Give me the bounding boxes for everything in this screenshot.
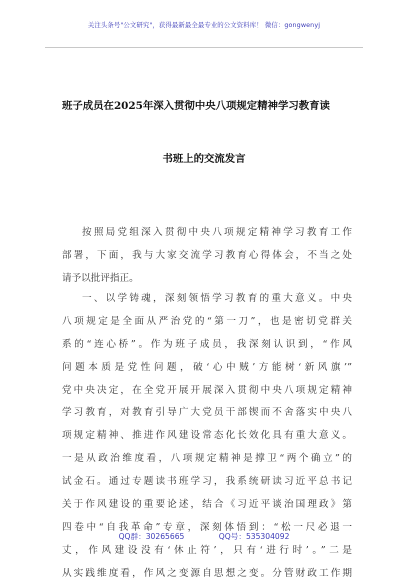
paragraph-line: 部署，下面，我与大家交流学习教育心得体会，不当之处 <box>62 249 352 261</box>
paragraph-line: 系的“连心桥”。作为班子成员，我深刻认识到，“作风 <box>62 338 352 350</box>
footer-contact <box>0 531 408 542</box>
header-divider <box>45 47 363 48</box>
paragraph-line: 试金石。通过专题读书班学习，我系统研读习近平总书记 <box>62 476 352 488</box>
paragraph-line: 按照局党组深入贯彻中央八项规定精神学习教育工作 <box>82 227 352 238</box>
paragraph-line: 请予以批评指正。 <box>62 272 139 284</box>
paragraph-line: 关于作风建设的重要论述，结合《习近平谈治国理政》第 <box>62 499 352 511</box>
paragraph-line: 从实践维度看，作风之变源自思想之变。分管财政工作期 <box>62 567 352 579</box>
paragraph-line: 党中央决定，在全党开展开展深入贯彻中央八项规定精神 <box>62 384 352 396</box>
header-banner: 关注头条号"公文研究"，获得最新最全最专业的公文资料库！ 微信：gongwenyj <box>87 21 321 29</box>
paragraph-line: 一是从政治维度看，八项规定精神是撑卫“两个确立”的 <box>62 453 352 465</box>
footer-qq-group: QQ群：30265665 <box>118 532 185 541</box>
document-title-line-2: 书班上的交流发言 <box>162 153 246 165</box>
document-title-line-1: 班子成员在2025年深入贯彻中央八项规定精神学习教育读 <box>62 100 330 112</box>
paragraph-line: 项规定精神、推进作风建设常态化长效化具有重大意义。 <box>62 430 352 442</box>
paragraph-intro <box>62 222 352 291</box>
paragraph-line: 问题本质是党性问题，破‘心中贼’方能树‘新风旗’” <box>62 361 352 373</box>
paragraph-line: 丈，作风建设没有‘休止符’，只有‘进行时’。”二是 <box>62 544 352 556</box>
paragraph-line: 学习教育，对教育引导广大党员干部锲而不舍落实中央八 <box>62 407 352 419</box>
paragraph-line: 一、以学铸魂，深刻领悟学习教育的重大意义。中央 <box>82 293 352 304</box>
footer-qq-number: QQ号：535304092 <box>218 532 290 541</box>
paragraph-line: 八项规定是全面从严治党的“第一刀”，也是密切党群关 <box>62 315 352 327</box>
paragraph-line: 四卷中“自我革命”专章，深刻体悟到：“松一尺必退一 <box>62 521 352 533</box>
